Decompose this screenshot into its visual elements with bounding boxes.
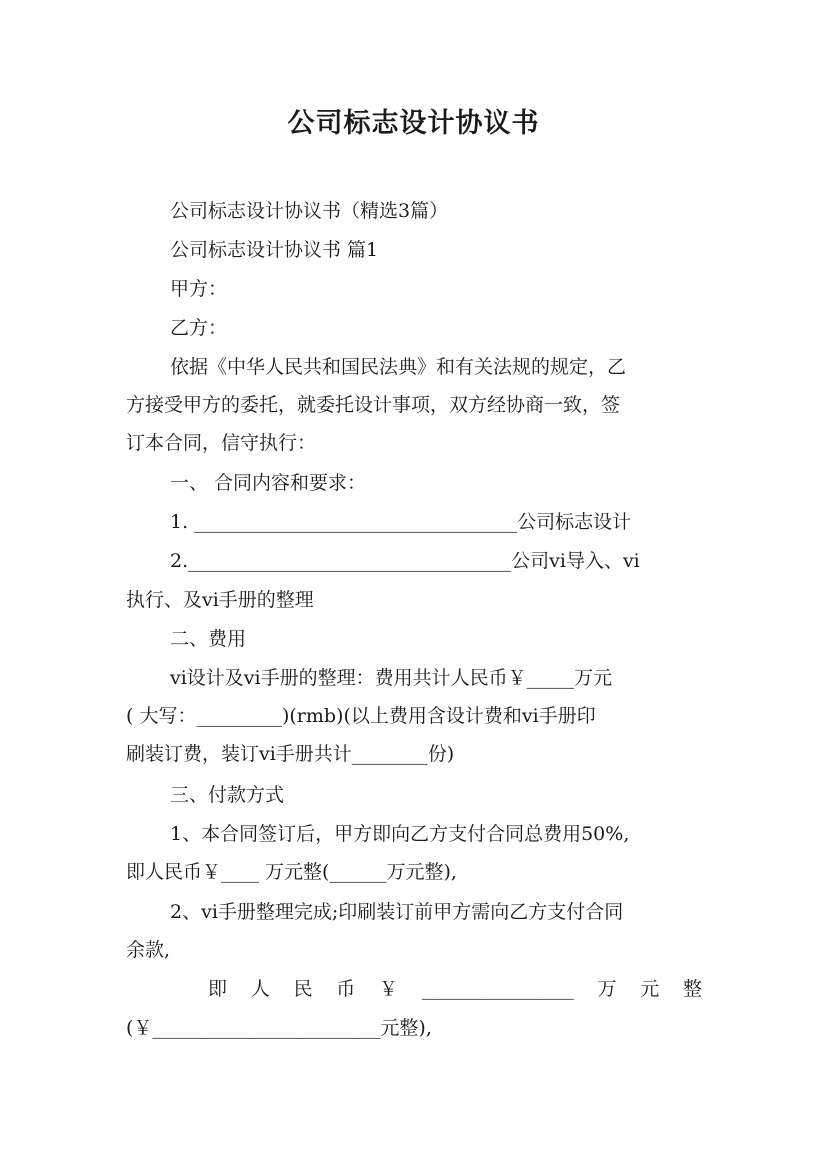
amount-blank: ________________ <box>421 978 574 1000</box>
payment-line: (￥________________________元整), <box>126 1017 432 1039</box>
amount-char: 即 <box>208 978 228 1000</box>
fee-line: vi设计及vi手册的整理：费用共计人民币￥_____万元 <box>170 667 613 689</box>
clause-heading: 一、 合同内容和要求： <box>170 472 367 494</box>
payment-line: 余款, <box>126 939 171 961</box>
amount-char: 元 <box>640 978 660 1000</box>
payment-line: 即人民币￥____ 万元整(______万元整), <box>126 861 457 883</box>
fee-line: 刷装订费，装订vi手册共计________份) <box>126 743 455 765</box>
amount-char: 民 <box>293 978 313 1000</box>
clause-item: 2.__________________________________公司vi导入、vi <box>170 550 640 572</box>
paragraph-line: 依据《中华人民共和国民法典》和有关法规的规定，乙 <box>170 356 627 378</box>
fee-line: ( 大写：_________)(rmb)(以上费用含设计费和vi手册印 <box>126 705 596 727</box>
clause-item-continued: 执行、及vi手册的整理 <box>126 589 314 611</box>
payment-amount-line <box>126 974 702 1004</box>
clause-heading: 二、费用 <box>170 628 247 650</box>
section-heading: 公司标志设计协议书 篇1 <box>170 239 379 261</box>
amount-char: 整 <box>682 978 702 1000</box>
clause-heading: 三、付款方式 <box>170 784 285 806</box>
party-b-line: 乙方： <box>170 317 228 339</box>
paragraph-line: 订本合同，信守执行： <box>126 432 317 454</box>
payment-line: 2、vi手册整理完成;印刷装订前甲方需向乙方支付合同 <box>170 901 624 923</box>
paragraph-line: 方接受甲方的委托，就委托设计事项，双方经协商一致，签 <box>126 394 621 416</box>
amount-char: ￥ <box>379 978 399 1000</box>
amount-char: 币 <box>336 978 356 1000</box>
party-a-line: 甲方： <box>170 278 228 300</box>
document-title: 公司标志设计协议书 <box>287 108 540 139</box>
subtitle-line: 公司标志设计协议书（精选3篇） <box>170 200 449 222</box>
amount-char: 万 <box>597 978 617 1000</box>
clause-item: 1. __________________________________公司标志设计 <box>170 511 632 533</box>
amount-char: 人 <box>250 978 270 1000</box>
payment-line: 1、本合同签订后，甲方即向乙方支付合同总费用50%, <box>170 823 630 845</box>
